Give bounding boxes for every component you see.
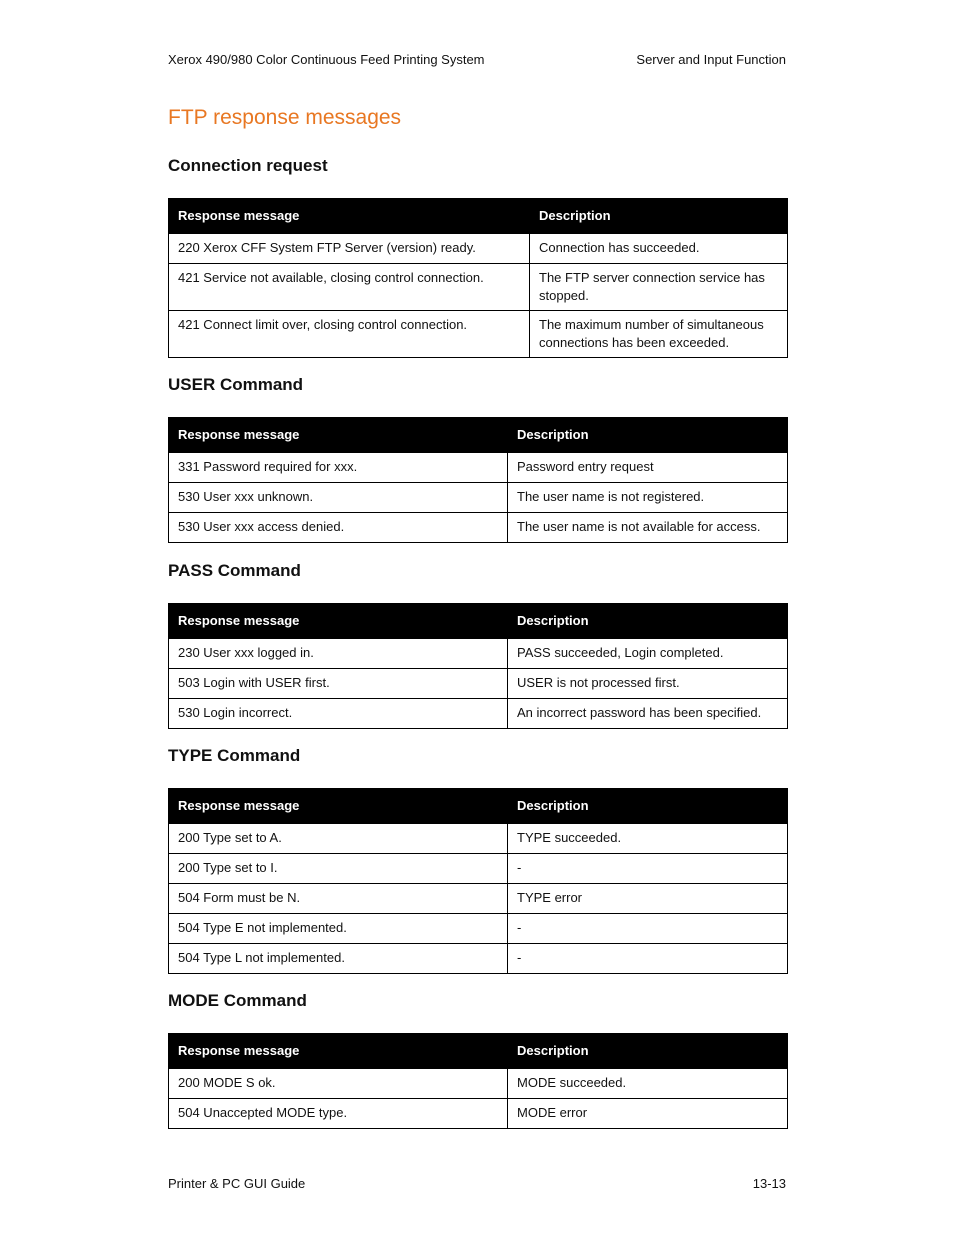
description-cell: The maximum number of simultaneous connections has been exceeded. (530, 311, 788, 358)
response-message-cell: 331 Password required for xxx. (169, 453, 508, 483)
type-command-table (168, 788, 788, 974)
pass-command-table (168, 603, 788, 729)
table-row (169, 483, 788, 513)
response-message-cell: 504 Type E not implemented. (169, 914, 508, 944)
description-cell: - (508, 944, 788, 974)
mode-command-table (168, 1033, 788, 1129)
column-header: Response message (169, 604, 508, 639)
response-message-cell: 504 Unaccepted MODE type. (169, 1099, 508, 1129)
section-title-connection-request: Connection request (168, 156, 328, 175)
page-number: 13-13 (752, 1176, 786, 1191)
description-cell: - (508, 914, 788, 944)
section-title-mode-command: MODE Command (168, 991, 307, 1010)
table-row (169, 914, 788, 944)
description-cell: PASS succeeded, Login completed. (508, 639, 788, 669)
table-row (169, 453, 788, 483)
table-row (169, 311, 788, 358)
response-message-cell: 200 Type set to I. (169, 854, 508, 884)
description-cell: The user name is not registered. (508, 483, 788, 513)
table-row (169, 1069, 788, 1099)
section-title-user-command: USER Command (168, 375, 304, 394)
description-cell: MODE succeeded. (508, 1069, 788, 1099)
table-header-row (169, 789, 788, 824)
response-message-cell: 504 Form must be N. (169, 884, 508, 914)
description-cell: An incorrect password has been specified. (508, 699, 788, 729)
column-header: Description (508, 604, 788, 639)
description-cell: USER is not processed first. (508, 669, 788, 699)
table-row (169, 824, 788, 854)
response-message-cell: 530 User xxx unknown. (169, 483, 508, 513)
column-header: Response message (169, 199, 530, 234)
connection-request-table (168, 198, 788, 358)
response-message-cell: 230 User xxx logged in. (169, 639, 508, 669)
table-row (169, 884, 788, 914)
description-cell: MODE error (508, 1099, 788, 1129)
response-message-cell: 220 Xerox CFF System FTP Server (version) ready. (169, 234, 530, 264)
column-header: Response message (169, 1034, 508, 1069)
description-cell: The user name is not available for access. (508, 513, 788, 543)
running-header-title: Xerox 490/980 Color Continuous Feed Printing System (168, 52, 485, 67)
user-command-table (168, 417, 788, 543)
table-row (169, 513, 788, 543)
running-footer-guide-name: Printer & PC GUI Guide (168, 1176, 306, 1191)
description-cell: Password entry request (508, 453, 788, 483)
table-row (169, 669, 788, 699)
response-message-cell: 503 Login with USER first. (169, 669, 508, 699)
response-message-cell: 421 Service not available, closing control connection. (169, 264, 530, 311)
table-row (169, 264, 788, 311)
column-header: Description (508, 1034, 788, 1069)
column-header: Response message (169, 789, 508, 824)
table-row (169, 234, 788, 264)
description-cell: Connection has succeeded. (530, 234, 788, 264)
table-header-row (169, 199, 788, 234)
page-title: FTP response messages (168, 106, 402, 129)
description-cell: The FTP server connection service has stopped. (530, 264, 788, 311)
response-message-cell: 200 MODE S ok. (169, 1069, 508, 1099)
column-header: Description (508, 789, 788, 824)
column-header: Description (530, 199, 788, 234)
column-header: Description (508, 418, 788, 453)
response-message-cell: 530 Login incorrect. (169, 699, 508, 729)
section-title-type-command: TYPE Command (168, 746, 301, 765)
column-header: Response message (169, 418, 508, 453)
response-message-cell: 504 Type L not implemented. (169, 944, 508, 974)
table-header-row (169, 1034, 788, 1069)
section-title-pass-command: PASS Command (168, 561, 301, 580)
description-cell: - (508, 854, 788, 884)
response-message-cell: 530 User xxx access denied. (169, 513, 508, 543)
table-row (169, 699, 788, 729)
table-header-row (169, 604, 788, 639)
table-row (169, 639, 788, 669)
response-message-cell: 421 Connect limit over, closing control connection. (169, 311, 530, 358)
table-row (169, 854, 788, 884)
description-cell: TYPE succeeded. (508, 824, 788, 854)
table-header-row (169, 418, 788, 453)
table-row (169, 944, 788, 974)
table-row (169, 1099, 788, 1129)
running-header-chapter: Server and Input Function (636, 52, 786, 67)
description-cell: TYPE error (508, 884, 788, 914)
response-message-cell: 200 Type set to A. (169, 824, 508, 854)
